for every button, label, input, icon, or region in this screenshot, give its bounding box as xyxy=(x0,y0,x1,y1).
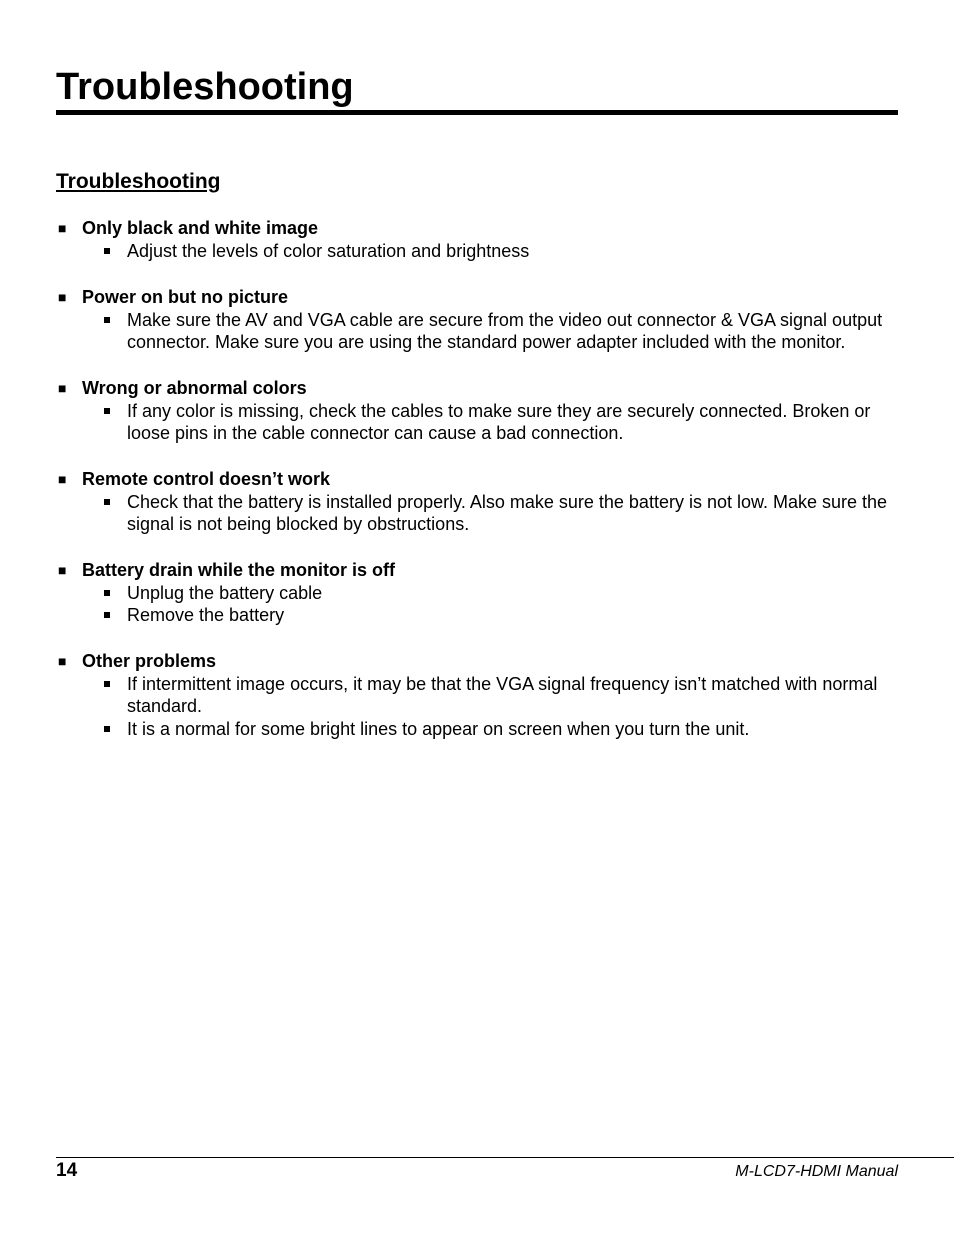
problem-title: Battery drain while the monitor is off xyxy=(82,559,396,580)
problem-title: Remote control doesn’t work xyxy=(82,468,331,489)
problem-heading xyxy=(56,286,898,309)
list-item xyxy=(56,377,898,445)
small-square-bullet-icon xyxy=(104,408,110,414)
small-square-bullet-icon xyxy=(104,612,110,618)
solution-text: Make sure the AV and VGA cable are secure from the video out connector & VGA signal output connector. Make sure you are using the standard power adapter included with the monitor. xyxy=(127,309,883,352)
solution-item xyxy=(56,400,898,445)
problem-title: Other problems xyxy=(82,650,217,671)
problem-title: Only black and white image xyxy=(82,218,319,238)
title-divider xyxy=(56,110,898,115)
solution-text: Unplug the battery cable xyxy=(127,582,323,603)
section-heading: Troubleshooting xyxy=(56,170,221,193)
square-bullet-icon: ■ xyxy=(58,379,67,396)
problem-title: Power on but no picture xyxy=(82,286,288,307)
solution-item xyxy=(56,309,898,354)
page-number: 14 xyxy=(56,1160,78,1181)
solution-list xyxy=(56,673,898,741)
solution-item xyxy=(56,718,898,741)
solution-item xyxy=(56,582,898,605)
small-square-bullet-icon xyxy=(104,590,110,596)
solution-item xyxy=(56,673,898,718)
small-square-bullet-icon xyxy=(104,248,110,254)
problem-heading xyxy=(56,650,898,673)
list-item xyxy=(56,217,898,263)
solution-list xyxy=(56,491,898,536)
list-item xyxy=(56,650,898,741)
small-square-bullet-icon xyxy=(104,726,110,732)
solution-list xyxy=(56,240,898,263)
solution-text: Check that the battery is installed properly. Also make sure the battery is not low. Make sure the signal is not being blocked by obstructions. xyxy=(127,491,888,534)
problem-title: Wrong or abnormal colors xyxy=(82,377,307,398)
small-square-bullet-icon xyxy=(104,681,110,687)
solution-text: Adjust the levels of color saturation and brightness xyxy=(127,241,530,261)
solution-text: It is a normal for some bright lines to appear on screen when you turn the unit. xyxy=(127,718,750,739)
problem-heading xyxy=(56,217,898,240)
solution-item xyxy=(56,604,898,627)
list-item xyxy=(56,559,898,627)
solution-text: Remove the battery xyxy=(127,605,285,625)
square-bullet-icon: ■ xyxy=(58,561,67,578)
solution-item xyxy=(56,240,898,263)
troubleshooting-list xyxy=(56,217,898,763)
list-item xyxy=(56,286,898,354)
problem-heading xyxy=(56,559,898,582)
page-title: Troubleshooting xyxy=(56,66,354,108)
solution-text: If intermittent image occurs, it may be that the VGA signal frequency isn’t matched with normal standard. xyxy=(127,673,878,716)
square-bullet-icon: ■ xyxy=(58,470,67,487)
manual-name: M-LCD7-HDMI Manual xyxy=(735,1163,898,1180)
solution-list xyxy=(56,582,898,627)
problem-heading xyxy=(56,377,898,400)
solution-text: If any color is missing, check the cables to make sure they are securely connected. Broken or loose pins in the cable connector can cause a bad connection. xyxy=(127,400,871,443)
solution-list xyxy=(56,400,898,445)
solution-list xyxy=(56,309,898,354)
solution-item xyxy=(56,491,898,536)
small-square-bullet-icon xyxy=(104,317,110,323)
square-bullet-icon: ■ xyxy=(58,288,67,305)
small-square-bullet-icon xyxy=(104,499,110,505)
square-bullet-icon: ■ xyxy=(58,652,67,669)
list-item xyxy=(56,468,898,536)
square-bullet-icon: ■ xyxy=(58,220,67,236)
footer-divider xyxy=(56,1157,954,1158)
problem-heading xyxy=(56,468,898,491)
